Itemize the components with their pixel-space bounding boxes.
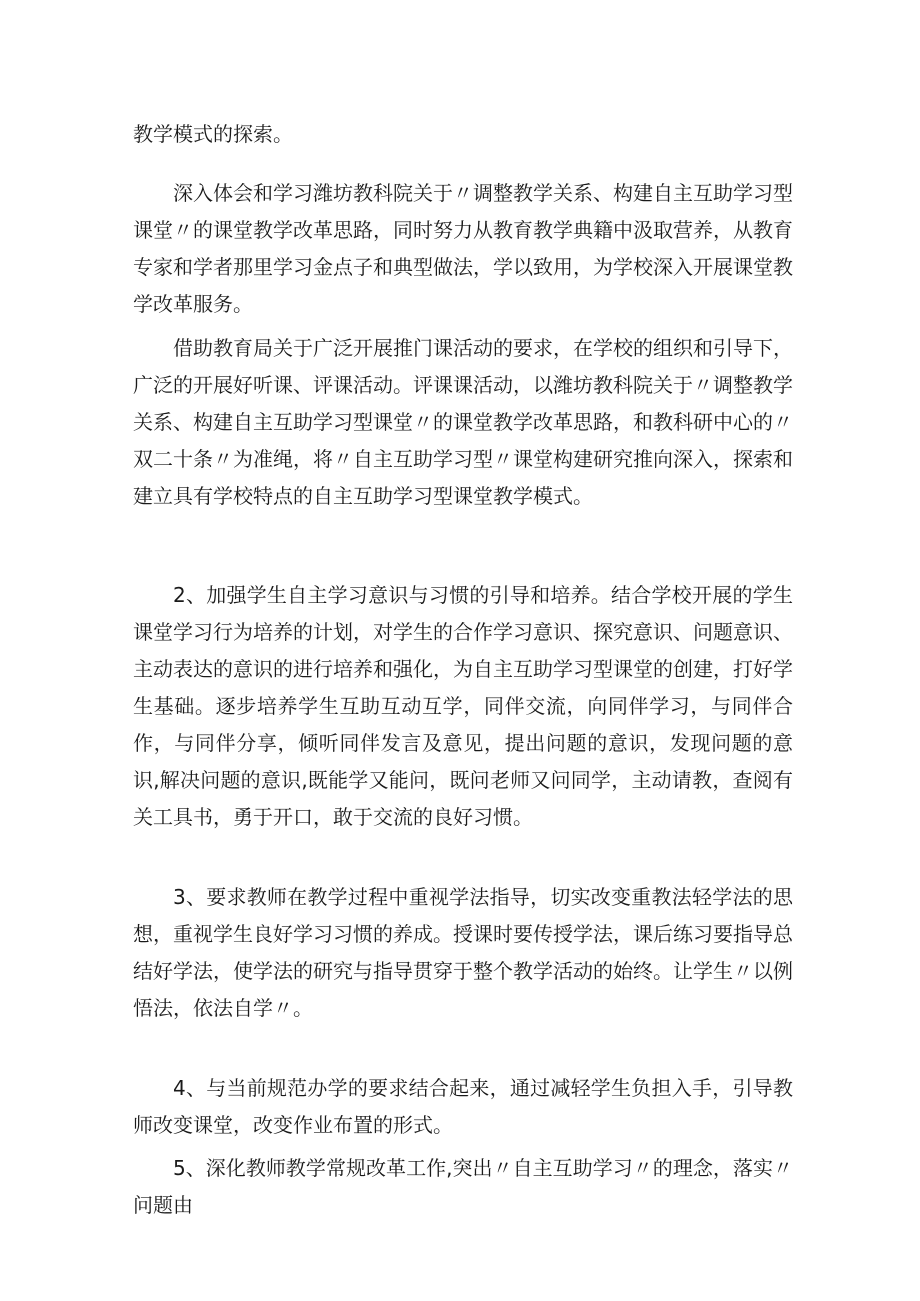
paragraph-item-2: 2、加强学生自主学习意识与习惯的引导和培养。结合学校开展的学生课堂学习行为培养的计划，对学生的合作学习意识、探究意识、问题意识、主动表达的意识的进行培养和强化，为自主互助学习型课堂的创建，打好学生基础。逐步培养学生互助互动互学，同伴交流，向同伴学习，与同伴合作，与同伴分享，倾听同伴发言及意见，提出问题的意识，发现问题的意识,解决问题的意识,既能学又能问，既问老师又问同学，主动请教，查阅有关工具书，勇于开口，敢于交流的良好习惯。	[133, 583, 793, 829]
paragraph-item-5: 5、深化教师教学常规改革工作,突出〃自主互助学习〃的理念，落实〃问题由	[133, 1156, 793, 1217]
paragraph-item-4: 4、与当前规范办学的要求结合起来，通过减轻学生负担入手，引导教师改变课堂，改变作业布置的形式。	[133, 1076, 793, 1137]
paragraph-continuation: 教学模式的探索。	[133, 122, 293, 146]
paragraph-study-weifang: 深入体会和学习潍坊教科院关于〃调整教学关系、构建自主互助学习型课堂〃的课堂教学改革思路，同时努力从教育教学典籍中汲取营养，从教育专家和学者那里学习金点子和典型做法，学以致用，为学校深入开展课堂教学改革服务。	[133, 181, 793, 316]
paragraph-lesson-evaluation: 借助教育局关于广泛开展推门课活动的要求，在学校的组织和引导下，广泛的开展好听课、评课活动。评课课活动，以潍坊教科院关于〃调整教学关系、构建自主互助学习型课堂〃的课堂教学改革思路，和教科研中心的〃双二十条〃为准绳，将〃自主互助学习型〃课堂构建研究推向深入，探索和建立具有学校特点的自主互助学习型课堂教学模式。	[133, 336, 793, 508]
paragraph-item-3: 3、要求教师在教学过程中重视学法指导，切实改变重教法轻学法的思想，重视学生良好学习习惯的养成。授课时要传授学法，课后练习要指导总结好学法，使学法的研究与指导贯穿于整个教学活动的始终。让学生〃以例悟法，依法自学〃。	[133, 885, 793, 1020]
